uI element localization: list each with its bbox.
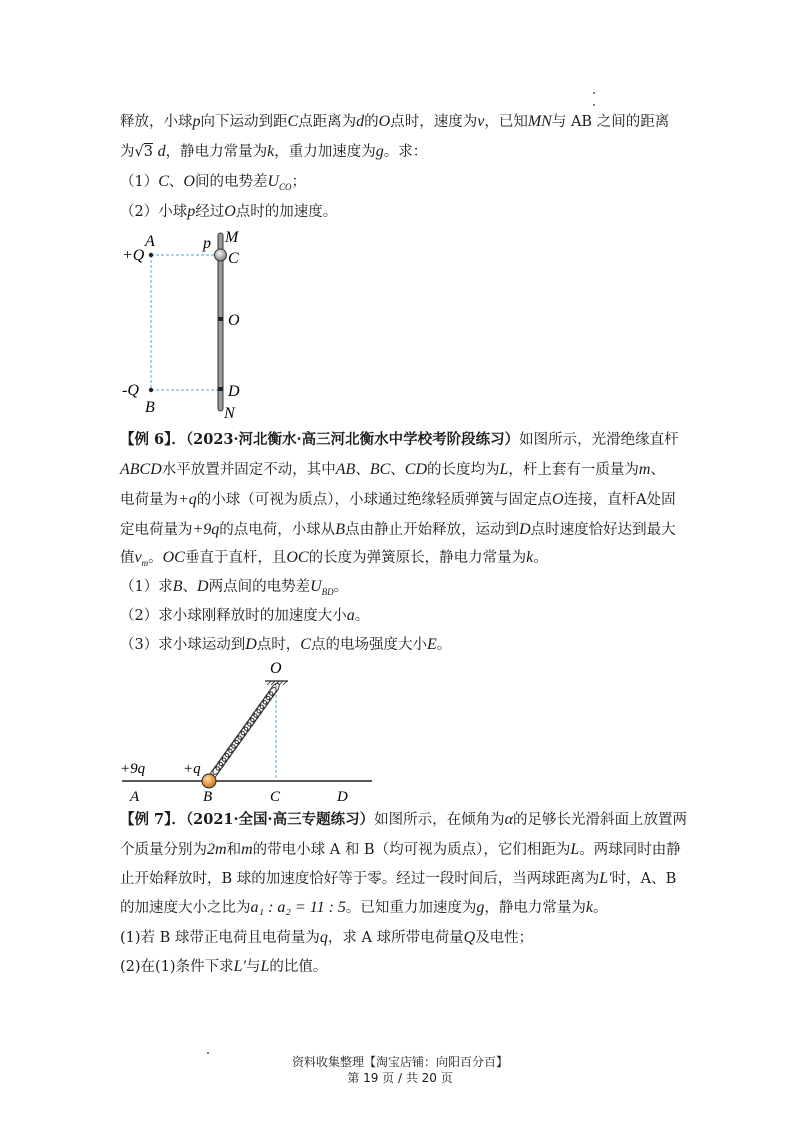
example-6-source: （2023·河北衡水·高三河北衡水中学校考阶段练习）: [185, 431, 520, 448]
charge-plus-Q: [149, 253, 153, 257]
spring-coil: [268, 682, 281, 697]
p5-figure: [110, 225, 260, 425]
label-C: C: [270, 789, 281, 805]
label-N: N: [224, 405, 235, 422]
charge-minus-Q: [149, 388, 153, 392]
p6-question1: （1）求B、D两点间的电势差$U_{BD}$。: [120, 578, 349, 597]
label-p: p: [203, 235, 211, 252]
ball-q: [202, 774, 216, 788]
stray-dot: [593, 92, 595, 94]
p7-line4: 的加速度大小之比为a₁ : a₂ = 11 : 5。已知重力加速度为g，静电力常量为k。: [120, 899, 608, 916]
label-plusq: +q: [183, 761, 201, 777]
p7-line1: 【例 7】．（2021·全国·高三专题练习）如图所示，在倾角为α的足够长光滑斜面上放置两: [120, 811, 687, 828]
footer-source: 资料收集整理【淘宝店铺：向阳百分百】: [291, 1055, 508, 1069]
p7-question2: (2)在(1)条件下求L′与L的比值。: [120, 958, 328, 975]
p7-line2: 个质量分别为2m和m的带电小球 A 和 B（均可视为质点），它们相距为L。两球同时由静: [120, 841, 681, 858]
p6-question2: （2）求小球刚释放时的加速度大小a。: [120, 607, 370, 624]
label-O: O: [228, 312, 240, 329]
label-A: A: [145, 233, 155, 250]
p6-question3: （3）求小球运动到D点时，C点的电场强度大小E。: [120, 636, 452, 653]
p5-line1: 释放，小球p向下运动到距C点距离为d的O点时，速度为v，已知MN与 AB 之间的距离: [120, 113, 670, 130]
p6-line1: 【例 6】．（2023·河北衡水·高三河北衡水中学校考阶段练习）如图所示，光滑绝缘直杆: [120, 431, 679, 448]
page-number: 第 19 页 / 共 20 页: [347, 1071, 453, 1085]
spring: [208, 682, 281, 781]
label-A: A: [130, 789, 140, 805]
label-O: O: [270, 660, 282, 677]
label-plus-Q: +Q: [122, 247, 145, 264]
p7-question1: (1)若 B 球带正电荷且电荷量为q，求 A 球所带电荷量Q及电性；: [120, 929, 534, 946]
p7-line3: 止开始释放时，B 球的加速度恰好等于零。经过一段时间后，当两球距离为L′时，A、B: [120, 870, 677, 887]
p6-line5: 值$v_m$。OC垂直于直杆，且OC的长度为弹簧原长，静电力常量为k。: [120, 549, 548, 568]
point-D-mark: [218, 387, 223, 391]
label-D: D: [337, 789, 348, 805]
p6-line3: 电荷量为+q的小球（可视为质点），小球通过绝缘轻质弹簧与固定点O连接，直杆A处固: [120, 491, 676, 508]
label-M: M: [225, 229, 239, 246]
ball-p: [215, 249, 227, 261]
label-C: C: [228, 250, 239, 267]
label-D: D: [228, 383, 240, 400]
p5-question1: （1）C、O间的电势差$U_{CO}$；: [120, 173, 307, 192]
example-6-heading: 【例 6】．: [120, 431, 186, 448]
p6-figure: [110, 655, 380, 810]
label-B: B: [203, 789, 213, 805]
example-7-source: （2021·全国·高三专题练习）: [185, 811, 375, 828]
p5-question2: （2）小球p经过O点时的加速度。: [120, 203, 338, 220]
p6-line2: ABCD水平放置并固定不动，其中AB、BC、CD的长度均为L，杆上套有一质量为m、: [120, 461, 665, 478]
label-B: B: [145, 399, 155, 416]
p6-line4: 定电荷量为+9q的点电荷，小球从B点由静止开始释放，运动到D点时速度恰好达到最大: [120, 521, 676, 538]
label-plus9q: +9q: [120, 761, 146, 777]
point-O-mark: [218, 317, 223, 321]
stray-dot: [593, 104, 595, 106]
label-minus-Q: -Q: [122, 382, 139, 399]
example-7-heading: 【例 7】．: [120, 811, 186, 828]
p5-line2: 为√3 d，静电力常量为k，重力加速度为g。求：: [120, 143, 428, 160]
